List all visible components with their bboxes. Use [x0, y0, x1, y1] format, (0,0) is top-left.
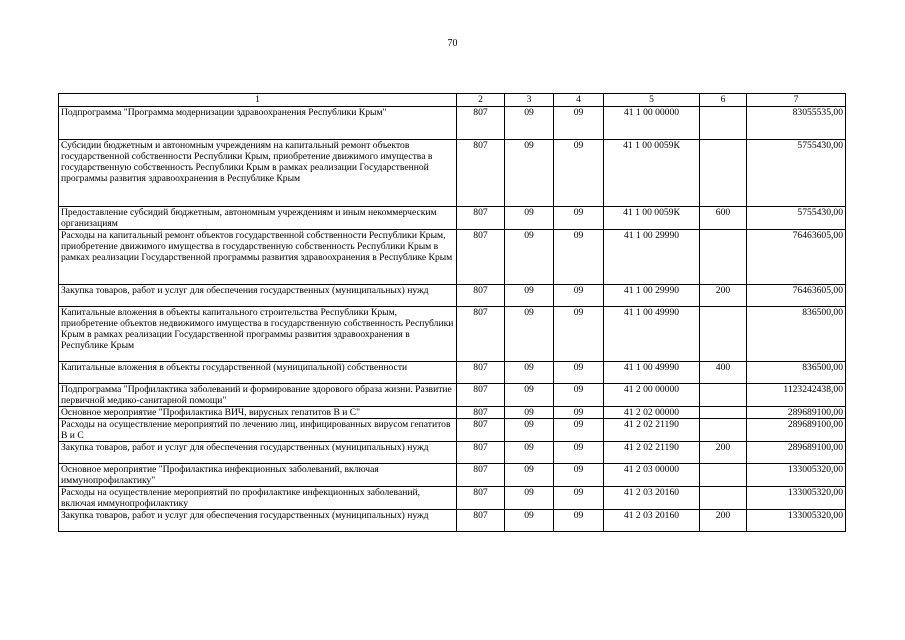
amount-cell: 5755430,00 [747, 207, 846, 230]
header-cell: 6 [700, 94, 747, 107]
amount-cell: 83055535,00 [747, 107, 846, 140]
target-article-cell: 41 1 00 49990 [604, 362, 700, 384]
row-name-cell: Подпрограмма "Профилактика заболеваний и формирование здорового образа жизни. Развитие первичной медико-санитарной помощи" [59, 384, 457, 407]
ministry-code-cell: 807 [457, 384, 505, 407]
header-row [59, 94, 846, 107]
header-cell: 1 [59, 94, 457, 107]
row-name-cell: Основное мероприятие "Профилактика инфекционных заболеваний, включая иммунопрофилактику" [59, 464, 457, 487]
target-article-cell: 41 2 02 21190 [604, 442, 700, 464]
subsection-code-cell: 09 [554, 107, 604, 140]
section-code-cell: 09 [505, 407, 554, 419]
amount-cell: 836500,00 [747, 362, 846, 384]
amount-cell: 1123242438,00 [747, 384, 846, 407]
amount-cell: 836500,00 [747, 307, 846, 362]
table-row [59, 307, 846, 362]
subsection-code-cell: 09 [554, 487, 604, 510]
page-number: 70 [447, 38, 458, 49]
expense-type-cell [700, 419, 747, 442]
row-name-cell: Расходы на осуществление мероприятий по лечению лиц, инфицированных вирусом гепатитов В и С [59, 419, 457, 442]
row-name-cell: Основное мероприятие "Профилактика ВИЧ, вирусных гепатитов В и С" [59, 407, 457, 419]
section-code-cell: 09 [505, 140, 554, 207]
section-code-cell: 09 [505, 487, 554, 510]
table-row [59, 384, 846, 407]
expense-type-cell: 200 [700, 510, 747, 532]
table-row [59, 230, 846, 285]
table-row [59, 207, 846, 230]
ministry-code-cell: 807 [457, 307, 505, 362]
section-code-cell: 09 [505, 107, 554, 140]
row-name-cell: Капитальные вложения в объекты государственной (муниципальной) собственности [59, 362, 457, 384]
expense-type-cell [700, 487, 747, 510]
expense-type-cell [700, 384, 747, 407]
row-name-cell: Закупка товаров, работ и услуг для обеспечения государственных (муниципальных) нужд [59, 442, 457, 464]
amount-cell: 133005320,00 [747, 464, 846, 487]
table-row [59, 107, 846, 140]
subsection-code-cell: 09 [554, 207, 604, 230]
ministry-code-cell: 807 [457, 407, 505, 419]
subsection-code-cell: 09 [554, 407, 604, 419]
ministry-code-cell: 807 [457, 464, 505, 487]
row-name-cell: Субсидии бюджетным и автономным учреждениям на капитальный ремонт объектов государственной собственности Республики Крым, приобретение движимого имущества в государственную собственность Республики Крым в рамках реализации Государственной программы развития здравоохранения в Республике Крым [59, 140, 457, 207]
expense-type-cell [700, 307, 747, 362]
table-row [59, 510, 846, 532]
subsection-code-cell: 09 [554, 384, 604, 407]
ministry-code-cell: 807 [457, 285, 505, 307]
target-article-cell: 41 1 00 0059К [604, 207, 700, 230]
target-article-cell: 41 2 02 21190 [604, 419, 700, 442]
target-article-cell: 41 2 03 20160 [604, 510, 700, 532]
subsection-code-cell: 09 [554, 510, 604, 532]
subsection-code-cell: 09 [554, 362, 604, 384]
section-code-cell: 09 [505, 510, 554, 532]
amount-cell: 76463605,00 [747, 285, 846, 307]
ministry-code-cell: 807 [457, 230, 505, 285]
amount-cell: 133005320,00 [747, 487, 846, 510]
target-article-cell: 41 1 00 29990 [604, 285, 700, 307]
amount-cell: 5755430,00 [747, 140, 846, 207]
budget-table [58, 93, 846, 532]
target-article-cell: 41 2 03 00000 [604, 464, 700, 487]
amount-cell: 289689100,00 [747, 407, 846, 419]
amount-cell: 289689100,00 [747, 419, 846, 442]
ministry-code-cell: 807 [457, 362, 505, 384]
expense-type-cell: 200 [700, 285, 747, 307]
table-row [59, 362, 846, 384]
subsection-code-cell: 09 [554, 464, 604, 487]
row-name-cell: Закупка товаров, работ и услуг для обеспечения государственных (муниципальных) нужд [59, 285, 457, 307]
target-article-cell: 41 2 03 20160 [604, 487, 700, 510]
table-row [59, 442, 846, 464]
ministry-code-cell: 807 [457, 442, 505, 464]
ministry-code-cell: 807 [457, 140, 505, 207]
row-name-cell: Расходы на осуществление мероприятий по профилактике инфекционных заболеваний, включая иммунопрофилактику [59, 487, 457, 510]
section-code-cell: 09 [505, 362, 554, 384]
section-code-cell: 09 [505, 207, 554, 230]
expense-type-cell [700, 140, 747, 207]
row-name-cell: Подпрограмма "Программа модернизации здравоохранения Республики Крым" [59, 107, 457, 140]
subsection-code-cell: 09 [554, 307, 604, 362]
expense-type-cell [700, 230, 747, 285]
section-code-cell: 09 [505, 384, 554, 407]
amount-cell: 289689100,00 [747, 442, 846, 464]
target-article-cell: 41 1 00 29990 [604, 230, 700, 285]
expense-type-cell [700, 407, 747, 419]
ministry-code-cell: 807 [457, 207, 505, 230]
ministry-code-cell: 807 [457, 487, 505, 510]
expense-type-cell [700, 107, 747, 140]
target-article-cell: 41 2 00 00000 [604, 384, 700, 407]
header-cell: 4 [554, 94, 604, 107]
target-article-cell: 41 1 00 00000 [604, 107, 700, 140]
table-row [59, 140, 846, 207]
ministry-code-cell: 807 [457, 510, 505, 532]
section-code-cell: 09 [505, 230, 554, 285]
subsection-code-cell: 09 [554, 140, 604, 207]
header-cell: 3 [505, 94, 554, 107]
header-cell: 5 [604, 94, 700, 107]
subsection-code-cell: 09 [554, 442, 604, 464]
target-article-cell: 41 1 00 49990 [604, 307, 700, 362]
table-row [59, 464, 846, 487]
header-cell: 7 [747, 94, 846, 107]
section-code-cell: 09 [505, 464, 554, 487]
table-row [59, 407, 846, 419]
expense-type-cell: 400 [700, 362, 747, 384]
target-article-cell: 41 2 02 00000 [604, 407, 700, 419]
subsection-code-cell: 09 [554, 230, 604, 285]
target-article-cell: 41 1 00 0059К [604, 140, 700, 207]
row-name-cell: Расходы на капитальный ремонт объектов государственной собственности Республики Крым, приобретение движимого имущества в государственную собственность Республики Крым в рамках реализации Государственной программы развития здравоохранения в Республике Крым [59, 230, 457, 285]
ministry-code-cell: 807 [457, 107, 505, 140]
row-name-cell: Капитальные вложения в объекты капитального строительства Республики Крым, приобретение объектов недвижимого имущества в государственную собственность Республики Крым в рамках реализации Государственной программы развития здравоохранения в Республике Крым [59, 307, 457, 362]
section-code-cell: 09 [505, 285, 554, 307]
section-code-cell: 09 [505, 419, 554, 442]
section-code-cell: 09 [505, 442, 554, 464]
amount-cell: 133005320,00 [747, 510, 846, 532]
header-cell: 2 [457, 94, 505, 107]
row-name-cell: Предоставление субсидий бюджетным, автономным учреждениям и иным некоммерческим организациям [59, 207, 457, 230]
subsection-code-cell: 09 [554, 419, 604, 442]
expense-type-cell [700, 464, 747, 487]
table-row [59, 419, 846, 442]
expense-type-cell: 200 [700, 442, 747, 464]
amount-cell: 76463605,00 [747, 230, 846, 285]
section-code-cell: 09 [505, 307, 554, 362]
table-row [59, 487, 846, 510]
table-row [59, 285, 846, 307]
expense-type-cell: 600 [700, 207, 747, 230]
row-name-cell: Закупка товаров, работ и услуг для обеспечения государственных (муниципальных) нужд [59, 510, 457, 532]
ministry-code-cell: 807 [457, 419, 505, 442]
subsection-code-cell: 09 [554, 285, 604, 307]
